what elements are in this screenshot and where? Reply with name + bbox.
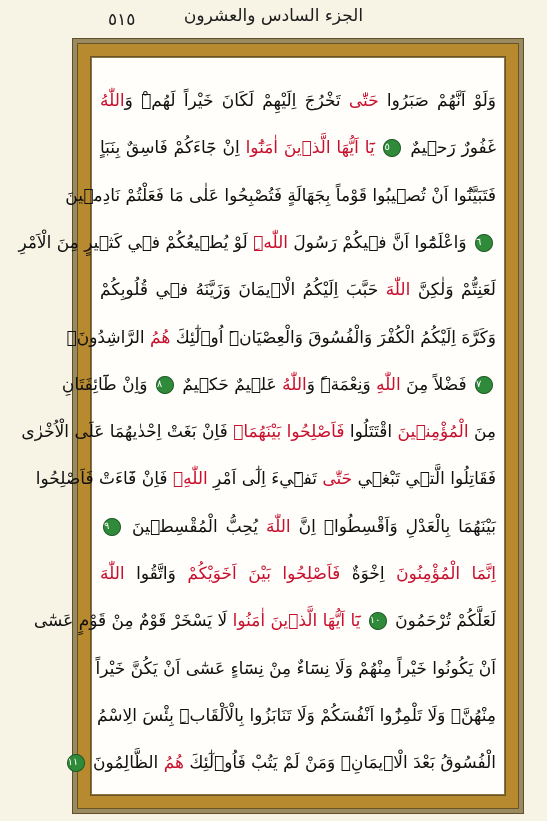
verse-text: يُحِبُّ الْمُقْسِط۪ينَ	[124, 516, 266, 537]
highlighted-word: اللّٰهَ	[100, 564, 125, 584]
highlighted-word: اِنَّمَا	[460, 564, 497, 584]
verse-text: وَاِنْ طَٓائِفَتَانِ	[61, 374, 153, 395]
juz-title: الجزء السادس والعشرون	[183, 6, 364, 26]
ayah-number-marker: ٧	[475, 376, 493, 394]
verse-line	[100, 559, 496, 589]
highlighted-word: حَتّٰى	[322, 469, 353, 490]
highlighted-word: اللّٰهِ	[376, 374, 401, 395]
highlighted-word: الْمُؤْمِن۪ينَ	[397, 422, 469, 443]
page-header	[0, 0, 547, 40]
highlighted-word: هُمُ	[163, 753, 184, 774]
verse-text: تَخْرُجَ اِلَيْهِمْ لَكَانَ خَيْراً لَهُمْۜ وَ	[124, 91, 349, 111]
highlighted-word: اللّٰهُ	[282, 374, 307, 395]
highlighted-word: يَٓا اَيُّهَا الَّذ۪ينَ اٰمَنُٓوا	[245, 138, 375, 159]
verse-line	[21, 417, 496, 447]
verse-text: اِخْوَةٌ	[340, 564, 397, 584]
verse-text: فَاِنْ فَٓاءَتْ فَاَصْلِحُوا	[35, 469, 173, 490]
verse-text: الرَّاشِدُونَۙ	[66, 327, 151, 348]
verse-line	[66, 323, 496, 353]
verse-text: اِنْ جَٓاءَكُمْ فَاسِقٌ بِنَبَاٍ	[100, 138, 246, 159]
verse-line	[96, 701, 496, 731]
verse-text: لَعَلَّكُمْ تُرْحَمُونَ	[389, 611, 496, 632]
verse-text: لَوْ يُط۪يعُكُمْ ف۪ي كَث۪يرٍ مِنَ الْاَمْرِ	[18, 232, 254, 253]
verse-text: وَلَوْ اَنَّهُمْ صَبَرُوا	[378, 91, 496, 111]
verse-text: مِنْهُنَّۚ وَلَا تَلْمِزُٓوا اَنْفُسَكُمْ وَلَا تَنَابَزُوا بِالْاَلْقَابِۜ بِئْسَ الِاسْمُ	[96, 705, 496, 726]
ayah-number-marker: ١٠	[369, 612, 387, 630]
verse-text: لَعَنِتُّمْ وَلٰكِنَّ	[410, 280, 496, 301]
highlighted-word: اللّٰهُ	[100, 91, 125, 111]
verse-text: تَف۪ٓيءَ اِلٰٓى اَمْرِ	[207, 469, 323, 490]
verse-line	[67, 748, 496, 778]
highlighted-word: اللّٰهَ	[385, 280, 411, 301]
ornamental-frame	[18, 38, 524, 814]
verse-text: عَل۪يمٌ حَك۪يمٌ	[176, 374, 283, 395]
ayah-number-marker: ٥	[383, 139, 401, 157]
verse-text: بَيْنَهُمَا بِالْعَدْلِ وَاَقْسِطُواۜ اِنَّ	[290, 516, 496, 537]
verse-text: لَا يَسْخَرْ قَوْمٌ مِنْ قَوْمٍ عَسٰٓى	[33, 611, 233, 632]
verse-text: الْفُسُوقُ بَعْدَ الْا۪يمَانِۚ وَمَنْ لَمْ يَتُبْ فَاُو۬لٰٓئِكَ	[183, 753, 496, 774]
ayah-number-marker: ٨	[156, 376, 174, 394]
verse-text	[375, 138, 381, 158]
verse-text: فَضْلاً مِنَ	[400, 374, 472, 395]
verse-line	[100, 133, 496, 163]
verse-text	[360, 611, 365, 631]
highlighted-word: يَٓا اَيُّهَا الَّذ۪ينَ اٰمَنُوا	[232, 611, 361, 632]
verse-text: وَاتَّقُوا	[124, 564, 188, 584]
highlighted-word: اللّٰهَ	[266, 516, 291, 537]
highlighted-word: فَاَصْلِحُوا بَيْنَهُمَاۚ	[233, 422, 345, 443]
text-area	[18, 57, 505, 795]
verse-line	[18, 228, 496, 258]
verse-text: وَاعْلَمُٓوا اَنَّ ف۪يكُمْ رَسُولَ	[287, 232, 472, 253]
verse-line	[33, 606, 496, 636]
verse-text: اقْتَتَلُوا	[344, 422, 398, 443]
verse-line	[100, 512, 496, 542]
verse-text: وَنِعْمَةًۜ وَ	[306, 374, 377, 395]
verse-text: وَكَرَّهَ اِلَيْكُمُ الْكُفْرَ وَالْفُسُوقَ وَالْعِصْيَانَۜ اُو۬لٰٓئِكَ	[170, 327, 496, 348]
verse-line	[61, 370, 496, 400]
verse-text: فَتَبَيَّنُٓوا اَنْ تُص۪يبُوا قَوْماً بِجَهَالَةٍ فَتُصْبِحُوا عَلٰى مَا فَعَلْتُمْ نَادِم۪ينَ	[65, 185, 496, 206]
highlighted-word: اللّٰهِۜ	[253, 232, 288, 253]
verse-text: فَقَاتِلُوا الَّت۪ي تَبْغ۪ي	[352, 469, 496, 490]
verse-text: غَفُورٌ رَح۪يمٌ	[404, 138, 497, 159]
highlighted-word: فَاَصْلِحُوا بَيْنَ اَخَوَيْكُمْ	[187, 564, 341, 584]
verse-text: اَنْ يَكُونُوا خَيْراً مِنْهُمْ وَلَا نِسَٓاءٌ مِنْ نِسَٓاءٍ عَسٰٓى اَنْ يَكُنَّ خَيْراً	[95, 658, 496, 679]
verse-line	[100, 86, 496, 116]
verse-text: فَاِنْ بَغَتْ اِحْدٰيهُمَا عَلَى الْاُخْرٰى	[21, 422, 234, 443]
ayah-number-marker: ٦	[475, 234, 493, 252]
highlighted-word: هُمُ	[150, 327, 171, 348]
highlighted-word: اللّٰهِۚ	[172, 469, 208, 490]
verse-line	[100, 275, 496, 305]
page-number: ٥١٥	[108, 10, 136, 30]
verse-line	[65, 181, 496, 211]
highlighted-word: الْمُؤْمِنُونَ	[396, 564, 461, 584]
verse-text: حَبَّبَ اِلَيْكُمُ الْا۪يمَانَ وَزَيَّنَهُ ف۪ي قُلُوبِكُمْ	[100, 280, 386, 301]
verse-line	[35, 464, 496, 494]
ayah-number-marker: ٩	[103, 518, 121, 536]
verse-line	[95, 654, 496, 684]
verse-text: مِنَ	[468, 422, 496, 443]
highlighted-word: حَتّٰى	[348, 91, 379, 111]
verse-text: الظَّالِمُونَ	[87, 753, 164, 774]
ayah-number-marker: ١١	[67, 754, 85, 772]
